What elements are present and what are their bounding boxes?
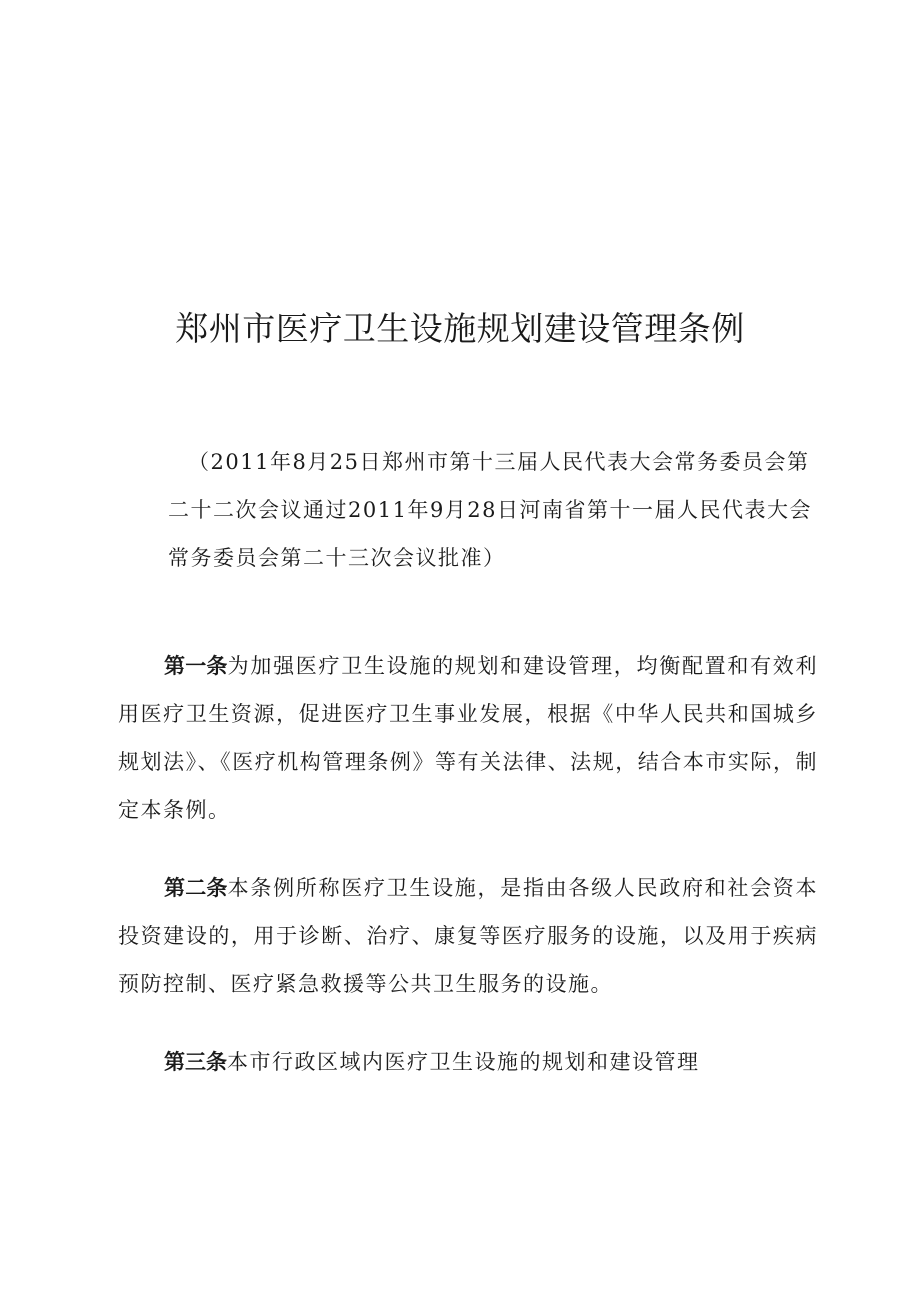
adoption-note: （2011年8月25日郑州市第十三届人民代表大会常务委员会第二十二次会议通过2011年9月28日河南省第十一届人民代表大会常务委员会第二十三次会议批准）	[168, 450, 813, 570]
article-3-heading: 第三条	[164, 1050, 227, 1074]
article-1-heading: 第一条	[164, 654, 228, 678]
article-3	[118, 1038, 818, 1086]
article-1	[118, 642, 818, 834]
article-2-heading: 第二条	[164, 876, 228, 900]
document-title: 郑州市医疗卫生设施规划建设管理条例	[175, 309, 745, 348]
article-2-text: 本条例所称医疗卫生设施，是指由各级人民政府和社会资本投资建设的，用于诊断、治疗、康复等医疗服务的设施，以及用于疾病预防控制、医疗紧急救援等公共卫生服务的设施。	[118, 876, 819, 996]
article-1-text: 为加强医疗卫生设施的规划和建设管理，均衡配置和有效利用医疗卫生资源，促进医疗卫生事业发展，根据《中华人民共和国城乡规划法》、《医疗机构管理条例》等有关法律、法规，结合本市实际，制定本条例。	[118, 654, 819, 822]
article-3-text: 本市行政区域内医疗卫生设施的规划和建设管理	[227, 1050, 700, 1074]
article-2	[118, 864, 818, 1008]
